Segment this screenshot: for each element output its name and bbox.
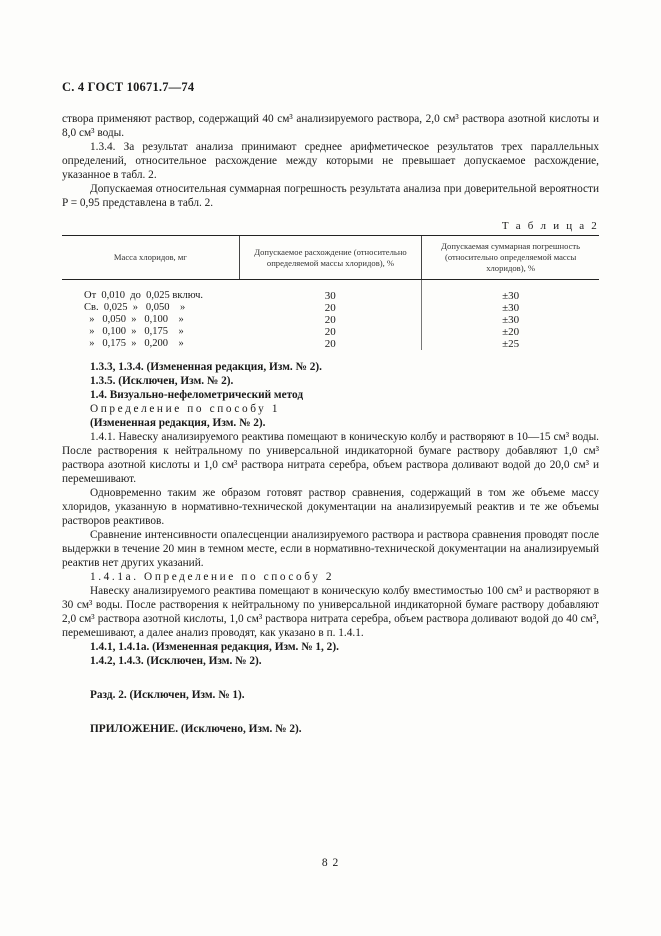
method-1-heading: Определение по способу 1 bbox=[90, 403, 281, 415]
cell-error: ±25 bbox=[502, 338, 520, 350]
page-number: 8 2 bbox=[321, 857, 340, 869]
method-2-heading: 1.4.1а. Определение по способу 2 bbox=[90, 571, 335, 583]
table-caption: Т а б л и ц а 2 bbox=[501, 220, 599, 232]
ref-1-3-5: 1.3.5. (Исключен, Изм. № 2). bbox=[90, 375, 234, 387]
cell-diff: 20 bbox=[239, 302, 422, 314]
error-paragraph: Допускаемая относительная суммарная погрешность результата анализа при доверительной вероятности P = 0,95 представлена в табл. 2. bbox=[62, 183, 599, 209]
cell-mass: От 0,010 до 0,025 включ. bbox=[84, 290, 204, 301]
header-error: Допускаемая суммарная погрешность (относительно определяемой массы хлоридов), % bbox=[422, 236, 599, 280]
reference-solution-paragraph: Одновременно таким же образом готовят раствор сравнения, содержащий в том же объеме массу хлоридов, указанную в нормативно-технической документации на анализируемый реактив и те же объемы растворов реактивов. bbox=[62, 487, 599, 527]
header-diff: Допускаемое расхождение (относительно определяемой массы хлоридов), % bbox=[239, 236, 422, 280]
table-row bbox=[62, 314, 599, 326]
appendix-excluded: ПРИЛОЖЕНИЕ. (Исключено, Изм. № 2). bbox=[90, 723, 302, 735]
cell-diff: 20 bbox=[239, 326, 422, 338]
cell-diff: 20 bbox=[239, 314, 422, 326]
cell-mass: » 0,050 » 0,100 » bbox=[84, 314, 184, 325]
section-2-excluded: Разд. 2. (Исключен, Изм. № 1). bbox=[90, 689, 245, 701]
method-1-ref: (Измененная редакция, Изм. № 2). bbox=[90, 417, 266, 429]
cell-error: ±30 bbox=[502, 314, 520, 326]
section-block bbox=[62, 360, 599, 736]
paragraph-1-4-1a: Навеску анализируемого реактива помещают в коническую колбу вместимостью 100 см³ и растворяют в 30 см³ воды. После растворения к нейтральному по универсальной индикаторной бумаге раствору добавляют 2,0 см³ раствора азотной кислоты, 1,0 см³ раствора нитрата серебра, объем раствора доливают водой до 40 см³, перемешивают, а далее анализ проводят, как указано в п. 1.4.1. bbox=[62, 585, 599, 639]
cell-diff: 30 bbox=[239, 280, 422, 303]
table-2 bbox=[62, 235, 599, 350]
table-row bbox=[62, 302, 599, 314]
paragraph-1-4-1: 1.4.1. Навеску анализируемого реактива помещают в коническую колбу и растворяют в 10—15 см³ воды. После растворения к нейтральному по универсальной индикаторной бумаге раствору добавляют 1,0 см³ раствора азотной кислоты и 1,0 см³ раствора нитрата серебра, объем раствора доливают водой до 20,0 см³ и перемешивают. bbox=[62, 431, 599, 485]
cell-mass: » 0,100 » 0,175 » bbox=[84, 326, 184, 337]
table-row bbox=[62, 338, 599, 350]
continuation-paragraph: створа применяют раствор, содержащий 40 см³ анализируемого раствора, 2,0 см³ раствора азотной кислоты и 8,0 см³ воды. bbox=[62, 113, 599, 139]
page-header: С. 4 ГОСТ 10671.7—74 bbox=[62, 80, 195, 94]
table-header-row bbox=[62, 236, 599, 280]
header-mass: Масса хлоридов, мг bbox=[62, 236, 239, 280]
table-row bbox=[62, 326, 599, 338]
cell-mass: Св. 0,025 » 0,050 » bbox=[84, 302, 186, 313]
ref-1-4-2: 1.4.2, 1.4.3. (Исключен, Изм. № 2). bbox=[90, 655, 262, 667]
cell-error: ±30 bbox=[502, 302, 520, 314]
intro-block bbox=[62, 112, 599, 210]
cell-error: ±30 bbox=[502, 290, 520, 302]
ref-1-3-3: 1.3.3, 1.3.4. (Измененная редакция, Изм. № 2). bbox=[90, 361, 322, 373]
ref-1-4-1: 1.4.1, 1.4.1а. (Измененная редакция, Изм. № 1, 2). bbox=[90, 641, 339, 653]
table-row bbox=[62, 280, 599, 303]
heading-1-4: 1.4. Визуально-нефелометрический метод bbox=[90, 389, 304, 401]
cell-mass: » 0,175 » 0,200 » bbox=[84, 338, 184, 349]
cell-diff: 20 bbox=[239, 338, 422, 350]
comparison-paragraph: Сравнение интенсивности опалесценции анализируемого раствора и раствора сравнения проводят после выдержки в течение 20 мин в темном месте, если в нормативно-технической документации на анализируемый реактив нет других указаний. bbox=[62, 529, 599, 569]
cell-error: ±20 bbox=[502, 326, 520, 338]
paragraph-1-3-4: 1.3.4. За результат анализа принимают среднее арифметическое результатов трех параллельных определений, относительное расхождение между которыми не превышает допускаемое расхождение, указанное в табл. 2. bbox=[62, 141, 599, 181]
